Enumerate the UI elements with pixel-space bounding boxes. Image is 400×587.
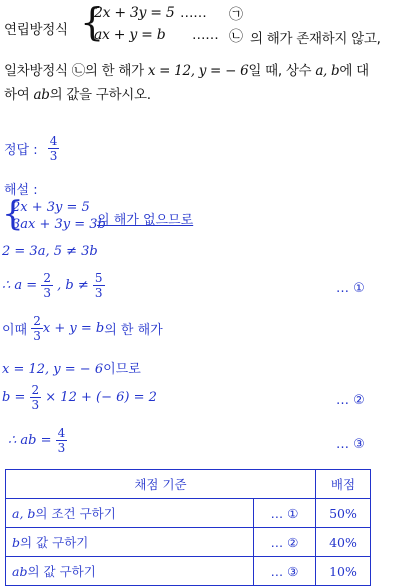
solution-label: 해설 : (4, 183, 38, 198)
solution-line3-a-num: 2 (43, 271, 51, 285)
solution-line7 (8, 426, 67, 455)
question-line2-mid: 의 한 해가 (84, 63, 144, 79)
question-line2-pre: 일차방정식 (4, 63, 68, 79)
solution-line4-pre: 이때 (2, 323, 28, 338)
question-line1 (4, 0, 398, 47)
grading-row (6, 528, 371, 557)
question-line2-vars: a, b (315, 63, 340, 79)
question-eq2-marker: ㉡ (229, 29, 243, 45)
solution-sys-tail: 의 해가 없으므로 (97, 213, 194, 228)
solution-sys1: 2x + 3y = 5 (12, 200, 90, 215)
answer-label: 정답 : (4, 143, 38, 158)
question-eq2: ax + y = b (94, 27, 166, 43)
question-line3-tail: 의 값을 구하시오. (49, 87, 151, 103)
grading-criterion (6, 499, 254, 528)
question-eq1: 2x + 3y = 5 (94, 5, 175, 21)
grading-table (5, 469, 371, 586)
solution-line5-tail: 이므로 (103, 362, 141, 377)
solution-line5 (2, 358, 141, 377)
question-line2 (4, 59, 369, 79)
question-line2-tail: 일 때, 상수 (248, 63, 312, 79)
solution-system-brace: { (2, 194, 24, 234)
question-line2-cond: x = 12, y = − 6 (147, 63, 249, 79)
solution-line2: 2 = 3a, 5 ≠ 3b (2, 244, 98, 259)
solution-line6-num: 2 (31, 383, 40, 397)
grading-criterion-text: 의 조건 구하기 (35, 506, 116, 521)
solution-line7-den: 3 (57, 441, 66, 455)
solution-line6 (2, 383, 157, 412)
grading-criterion-math: b (12, 535, 21, 550)
solution-line3-b-den: 3 (94, 286, 103, 300)
answer-denominator: 3 (49, 149, 58, 163)
solution-line4-fraction (31, 314, 43, 343)
solution-line6-fraction (30, 383, 42, 412)
solution-line6-marker: … ② (336, 393, 365, 408)
solution-line4-den: 3 (33, 329, 41, 343)
solution-line3-b-num: 5 (94, 271, 103, 285)
question-line3 (4, 83, 151, 103)
grading-criterion-text: 의 값 구하기 (27, 564, 96, 579)
answer-numerator: 4 (49, 134, 58, 148)
solution-line4-num: 2 (33, 314, 41, 328)
solution-line3-a-fraction (41, 271, 53, 300)
solution-system (2, 194, 262, 235)
answer-fraction (48, 134, 60, 163)
grading-criterion-math: ab (12, 564, 28, 579)
grading-step: … ③ (254, 557, 316, 586)
solution-line6-post: × 12 + (− 6) = 2 (45, 390, 157, 405)
question-line2-end: 에 대 (339, 63, 369, 79)
question-line3-pre: 하여 (4, 87, 30, 103)
grading-header-row (6, 470, 371, 499)
solution-line3-a-den: 3 (43, 286, 51, 300)
solution-line3-b: , b ≠ (57, 278, 89, 293)
question-lead: 연립방정식 (4, 22, 68, 38)
solution-line7-pre: ∴ ab = (8, 433, 52, 448)
solution-line3-a: ∴ a = (2, 278, 38, 293)
grading-criterion-math: a, b (12, 506, 36, 521)
grading-step: … ② (254, 528, 316, 557)
solution-line7-num: 4 (57, 426, 66, 440)
grading-criterion (6, 528, 254, 557)
solution-sys2: 3ax + 3y = 3b (12, 217, 106, 232)
grading-header-criteria: 채점 기준 (6, 470, 316, 499)
question-line2-marker: ㉡ (71, 63, 85, 79)
grading-step: … ① (254, 499, 316, 528)
grading-row (6, 499, 371, 528)
solution-line4-eq: x + y = b (42, 321, 105, 336)
grading-score: 10% (316, 557, 371, 586)
solution-line3 (2, 271, 105, 300)
solution-line4-tail: 의 한 해가 (104, 323, 163, 338)
system-brace: { (80, 0, 104, 44)
solution-line3-marker: … ① (336, 281, 365, 296)
solution-line3-b-fraction (93, 271, 105, 300)
grading-header-score: 배점 (316, 470, 371, 499)
grading-score: 40% (316, 528, 371, 557)
answer-line (4, 134, 59, 163)
question-line1-tail: 의 해가 존재하지 않고, (250, 31, 381, 47)
question-line3-var: ab (33, 87, 50, 103)
solution-line5-eq: x = 12, y = − 6 (2, 362, 104, 377)
question-eq1-dots: …… (180, 5, 207, 21)
solution-line4 (2, 314, 163, 343)
solution-line6-pre: b = (2, 390, 26, 405)
grading-score: 50% (316, 499, 371, 528)
question-eq2-dots: …… (192, 27, 219, 43)
grading-criterion-text: 의 값 구하기 (20, 535, 89, 550)
question-eq1-marker: ㉠ (229, 7, 243, 23)
solution-line7-marker: … ③ (336, 437, 365, 452)
solution-line7-fraction (56, 426, 68, 455)
solution-line6-den: 3 (31, 398, 40, 412)
grading-criterion (6, 557, 254, 586)
grading-row (6, 557, 371, 586)
